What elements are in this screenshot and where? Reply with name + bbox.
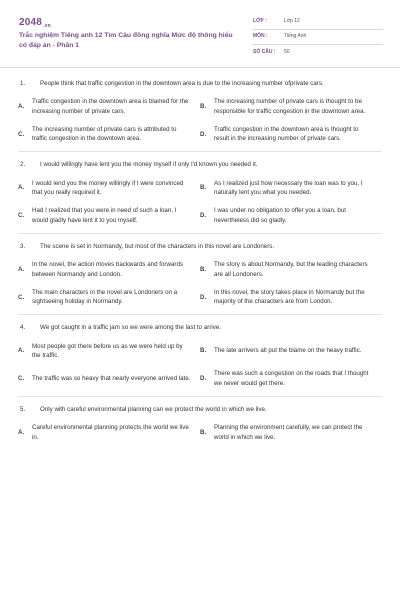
question-number: 1. xyxy=(20,80,26,87)
option-text: Had I realized that you were in need of such a loan, I would gladly have lent it to you myself. xyxy=(32,207,177,224)
question-list xyxy=(0,79,400,442)
answer-option[interactable] xyxy=(200,288,374,307)
option-text: In this novel, the story takes place in Normandy but the majority of the characters are from London. xyxy=(214,288,365,306)
option-letter: C. xyxy=(18,130,25,138)
option-letter: B. xyxy=(200,347,207,355)
option-text: I would lend you the money willingly if I were convinced that you really required it. xyxy=(32,179,184,197)
question-number: 2. xyxy=(20,161,26,169)
option-text: Careful environmental planning protects the world we live in. xyxy=(32,424,189,441)
meta-key: SỐ CÂU : xyxy=(253,48,276,55)
option-text: The story is about Normandy, but the leading characters are all Londoners. xyxy=(214,261,368,278)
answer-options xyxy=(18,97,400,143)
answer-option[interactable] xyxy=(200,342,374,361)
question-item xyxy=(20,79,382,88)
answer-options xyxy=(18,179,400,225)
option-text: Planning the environment carefully, we can protect the world in which we live. xyxy=(214,424,363,441)
option-letter: A. xyxy=(18,347,25,355)
meta-row-count xyxy=(253,45,383,60)
option-letter: D. xyxy=(200,212,207,220)
option-letter: B. xyxy=(200,265,207,273)
question-number: 4. xyxy=(20,324,26,332)
site-logo[interactable]: 2048.vn xyxy=(19,17,51,29)
question-item xyxy=(20,242,382,251)
option-letter: B. xyxy=(200,184,207,192)
answer-option[interactable] xyxy=(18,206,192,225)
question-divider xyxy=(18,314,382,315)
answer-option[interactable] xyxy=(200,260,374,279)
question-divider xyxy=(18,233,382,234)
option-letter: A. xyxy=(18,428,25,436)
option-text: There was such a congestion on the roads that I thought we never would get there. xyxy=(214,370,369,387)
answer-option[interactable] xyxy=(200,206,374,225)
meta-key: LỚP : xyxy=(253,18,267,25)
option-letter: D. xyxy=(200,130,207,138)
option-letter: D. xyxy=(200,374,207,382)
answer-option[interactable] xyxy=(18,288,192,307)
answer-option[interactable] xyxy=(18,97,192,116)
option-letter: C. xyxy=(18,293,25,301)
answer-option[interactable] xyxy=(200,423,374,442)
answer-option[interactable] xyxy=(200,179,374,198)
question-item xyxy=(20,160,382,169)
option-letter: C. xyxy=(18,212,25,220)
answer-option[interactable] xyxy=(18,179,192,198)
answer-options xyxy=(18,342,400,388)
meta-row-class xyxy=(253,15,383,30)
answer-option[interactable] xyxy=(200,125,374,144)
question-text: People think that traffic congestion in the downtown area is due to the increasing number ofprivate cars. xyxy=(40,80,324,87)
option-text: Traffic congestion in the downtown area is blamed for the increasing number of private cars. xyxy=(32,98,189,115)
question-text: The scene is set in Normandy, but most of the characters in this novel are Londoners. xyxy=(40,242,275,250)
meta-value: Tiếng Anh xyxy=(284,33,307,40)
answer-option[interactable] xyxy=(200,369,374,388)
answer-option[interactable] xyxy=(200,97,374,116)
meta-value: 50 xyxy=(284,48,290,55)
option-text: The main characters in the novel are Londoners on a sightseeing holiday in Normandy. xyxy=(32,288,178,306)
meta-key: MÔN : xyxy=(253,33,268,40)
option-letter: A. xyxy=(18,184,25,192)
option-letter: A. xyxy=(18,102,25,110)
option-text: The traffic was so heavy that nearly everyone arrived late. xyxy=(32,374,191,382)
question-number: 3. xyxy=(20,242,26,250)
option-letter: D. xyxy=(200,293,207,301)
question-divider xyxy=(18,396,382,397)
option-text: The increasing number of private cars is attributed to traffic congestion in the downtown area. xyxy=(32,125,177,143)
answer-option[interactable] xyxy=(18,369,192,388)
option-text: The increasing number of private cars is thought to be responsible for traffic congestion in the downtown area. xyxy=(214,98,366,115)
answer-option[interactable] xyxy=(18,125,192,144)
question-divider xyxy=(18,151,382,152)
meta-row-subject xyxy=(253,30,383,45)
option-letter: C. xyxy=(18,374,25,382)
answer-option[interactable] xyxy=(18,423,192,442)
document-meta xyxy=(253,15,383,60)
option-text: In the novel, the action moves backwards and forwards between Normandy and London. xyxy=(32,261,183,278)
answer-option[interactable] xyxy=(18,342,192,361)
answer-options xyxy=(18,423,400,442)
question-number: 5. xyxy=(20,405,26,413)
question-text: Only with careful environmental planning can we protect the world in which we live. xyxy=(40,405,267,413)
question-item xyxy=(20,405,382,414)
option-text: I was under no obligation to offer you a loan, but nevertheless did so gladly. xyxy=(214,207,346,224)
option-letter: B. xyxy=(200,428,207,436)
option-letter: B. xyxy=(200,102,207,110)
option-letter: A. xyxy=(18,265,25,273)
page-header xyxy=(0,0,400,68)
option-text: The late arrivers all put the blame on the heavy traffic. xyxy=(214,347,362,355)
option-text: Traffic congestion in the downtown area is thought to result in the increasing number of private cars. xyxy=(214,125,359,143)
meta-value: Lớp 12 xyxy=(284,18,300,25)
option-text: As I realized just how necessary the loan was to you, I naturally lent you what you needed. xyxy=(214,179,363,197)
question-item xyxy=(20,323,382,332)
question-text: We got caught in a traffic jam so we were among the last to arrive. xyxy=(40,324,222,332)
answer-option[interactable] xyxy=(18,260,192,279)
option-text: Most people got there before us as we were held up by the traffic. xyxy=(32,342,183,360)
answer-options xyxy=(18,260,400,306)
document-title: Trắc nghiệm Tiếng anh 12 Tìm Câu đồng nghĩa Mức độ thông hiểu có đáp án - Phần 1 xyxy=(19,32,233,49)
question-text: I would willingly have lent you the money myself if only I'd known you needed it. xyxy=(40,161,258,169)
